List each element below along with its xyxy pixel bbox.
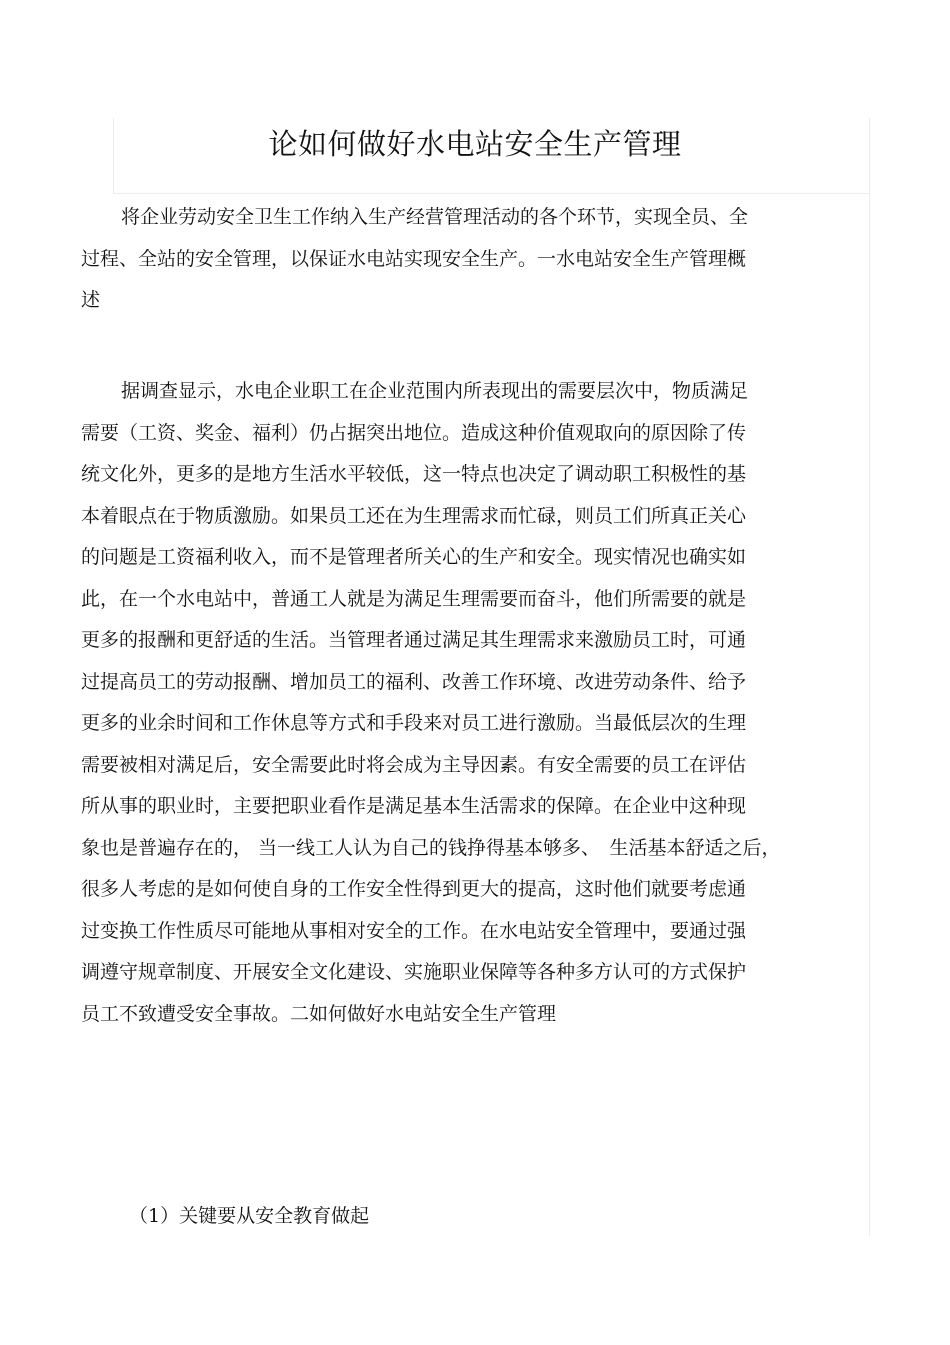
- paragraph-line: 本着眼点在于物质激励。如果员工还在为生理需求而忙碌，则员工们所真正关心: [81, 504, 747, 527]
- paragraph-line: 据调查显示，水电企业职工在企业范围内所表现出的需要层次中，物质满足: [121, 380, 749, 402]
- paragraph-survey: [81, 371, 841, 1035]
- paragraph-line: 的问题是工资福利收入，而不是管理者所关心的生产和安全。现实情况也确实如: [81, 546, 747, 568]
- paragraph-line: 需要被相对满足后，安全需要此时将会成为主导因素。有安全需要的员工在评估: [81, 753, 747, 776]
- paragraph-intro: [81, 197, 841, 322]
- paragraph-line: 调遵守规章制度、开展安全文化建设、实施职业保障等各种多方认可的方式保护: [81, 961, 747, 983]
- paragraph-line: 过变换工作性质尽可能地从事相对安全的工作。在水电站安全管理中，要通过强: [81, 919, 747, 942]
- paragraph-line: 过程、全站的安全管理，以保证水电站实现安全生产。一水电站安全生产管理概: [81, 247, 747, 270]
- paragraph-line: 需要（工资、奖金、福利）仍占据突出地位。造成这种价值观取向的原因除了传: [81, 421, 747, 444]
- paragraph-line: 更多的报酬和更舒适的生活。当管理者通过满足其生理需求来激励员工时，可通: [81, 629, 747, 651]
- section-heading-line: （1）关键要从安全教育做起: [129, 1205, 370, 1227]
- paragraph-line: 统文化外，更多的是地方生活水平较低，这一特点也决定了调动职工积极性的基: [81, 463, 747, 485]
- paragraph-line: 所从事的职业时，主要把职业看作是满足基本生活需求的保障。在企业中这种现: [81, 795, 747, 817]
- paragraph-line: 将企业劳动安全卫生工作纳入生产经营管理活动的各个环节，实现全员、全: [121, 206, 749, 228]
- paragraph-line: 象也是普遍存在的， 当一线工人认为自己的钱挣得基本够多、 生活基本舒适之后，: [81, 836, 781, 859]
- paragraph-line: 很多人考虑的是如何使自身的工作安全性得到更大的提高，这时他们就要考虑通: [81, 878, 747, 900]
- right-margin-rule: [869, 194, 870, 1236]
- document-title: 论如何做好水电站安全生产管理: [268, 127, 682, 161]
- paragraph-line: 述: [81, 289, 101, 311]
- paragraph-line: 过提高员工的劳动报酬、增加员工的福利、改善工作环境、改进劳动条件、给予: [81, 670, 747, 693]
- paragraph-line: 此，在一个水电站中，普通工人就是为满足生理需要而奋斗，他们所需要的就是: [81, 587, 747, 610]
- paragraph-line: 员工不致遭受安全事故。二如何做好水电站安全生产管理: [81, 1002, 557, 1025]
- paragraph-line: 更多的业余时间和工作休息等方式和手段来对员工进行激励。当最低层次的生理: [81, 712, 747, 734]
- section-heading-safety-education: [81, 1196, 841, 1238]
